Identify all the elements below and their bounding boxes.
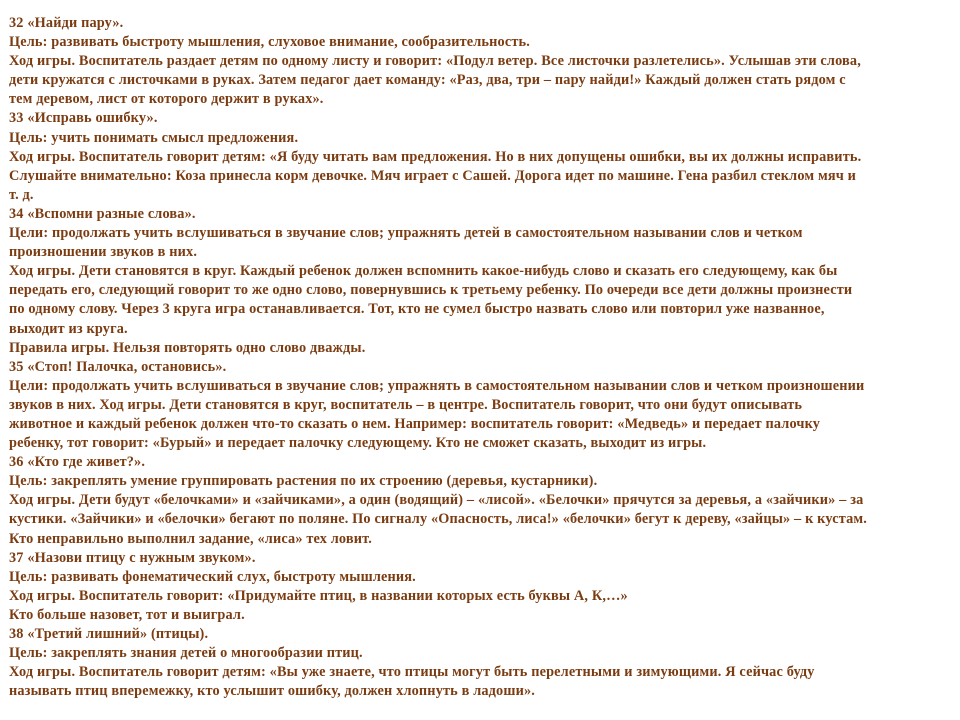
text-line: Ход игры. Воспитатель говорит детям: «Вы уже знаете, что птицы могут быть перелетными и зимующими. Я сейчас буду	[9, 664, 815, 681]
text-line: звуков в них. Ход игры. Дети становятся в круг, воспитатель – в центре. Воспитатель говорит, что они будут описывать	[9, 396, 803, 413]
text-line: 34 «Вспомни разные слова».	[9, 205, 196, 222]
text-line: Цель: учить понимать смысл предложения.	[9, 129, 299, 146]
text-line: тем деревом, лист от которого держит в руках».	[9, 91, 324, 108]
text-line: 38 «Третий лишний» (птицы).	[9, 626, 209, 642]
text-line: Цель: закреплять умение группировать растения по их строению (деревья, кустарники).	[9, 473, 598, 490]
text-line: т. д.	[9, 186, 34, 203]
text-line: выходит из круга.	[9, 320, 128, 337]
text-line: Цель: закреплять знания детей о многообразии птиц.	[9, 645, 363, 662]
text-line: ребенку, тот говорит: «Бурый» и передает палочку следующему. Кто не сможет сказать, выходит из игры.	[9, 435, 707, 452]
text-line: Цели: продолжать учить вслушиваться в звучание слов; упражнять в самостоятельном назывании слов и четком произношении	[9, 377, 865, 394]
text-line: Цели: продолжать учить вслушиваться в звучание слов; упражнять детей в самостоятельном назывании слов и четком	[9, 225, 803, 242]
text-line: Слушайте внимательно: Коза принесла корм девочке. Мяч играет с Сашей. Дорога идет по машине. Гена разбил стеклом мяч и	[9, 167, 857, 184]
text-line: дети кружатся с листочками в руках. Затем педагог дает команду: «Раз, два, три – пару найди!» Каждый должен стать рядом с	[9, 72, 846, 89]
text-line: Кто больше назовет, тот и выиграл.	[9, 606, 245, 623]
text-line: 32 «Найди пару».	[9, 15, 124, 31]
text-line: произношении звуков в них.	[9, 244, 198, 261]
text-line: называть птиц вперемежку, кто услышит ошибку, должен хлопнуть в ладоши».	[9, 683, 535, 700]
text-line: Цель: развивать фонематический слух, быстроту мышления.	[9, 568, 416, 585]
text-line: 36 «Кто где живет?».	[9, 454, 146, 471]
text-line: 33 «Исправь ошибку».	[9, 110, 158, 127]
text-line: Ход игры. Воспитатель говорит детям: «Я буду читать вам предложения. Но в них допущены ошибки, вы их должны исправить.	[9, 148, 862, 165]
text-line: Ход игры. Воспитатель раздает детям по одному листу и говорит: «Подул ветер. Все листочки разлетелись». Услышав эти слова,	[9, 53, 861, 70]
text-line: Цель: развивать быстроту мышления, слуховое внимание, сообразительность.	[9, 34, 530, 51]
text-line: передать его, следующий говорит то же одно слово, повернувшись к третьему ребенку. По очереди все дети должны произнести	[9, 282, 853, 299]
text-line: по одному слову. Через 3 круга игра останавливается. Тот, кто не сумел быстро назвать слово или повторил уже названное,	[9, 301, 825, 318]
text-line: Ход игры. Дети будут «белочками» и «зайчиками», а один (водящий) – «лисой». «Белочки» прячутся за деревья, а «зайчики» – за	[9, 492, 864, 509]
document-text	[9, 14, 954, 701]
text-line: Ход игры. Воспитатель говорит: «Придумайте птиц, в названии которых есть буквы А, К,…»	[9, 587, 628, 604]
text-line: 35 «Стоп! Палочка, остановись».	[9, 358, 227, 375]
text-line: Правила игры. Нельзя повторять одно слово дважды.	[9, 339, 366, 356]
text-line: животное и каждый ребенок должен что-то сказать о нем. Например: воспитатель говорит: «Медведь» и передает палочку	[9, 415, 821, 432]
text-line: Кто неправильно выполнил задание, «лиса» тех ловит.	[9, 530, 372, 547]
text-line: 37 «Назови птицу с нужным звуком».	[9, 549, 256, 566]
text-line: Ход игры. Дети становятся в круг. Каждый ребенок должен вспомнить какое-нибудь слово и сказать его следующему, как бы	[9, 263, 838, 280]
text-line: кустики. «Зайчики» и «белочки» бегают по поляне. По сигналу «Опасность, лиса!» «белочки» бегут к дереву, «зайцы» – к кустам.	[9, 511, 867, 528]
